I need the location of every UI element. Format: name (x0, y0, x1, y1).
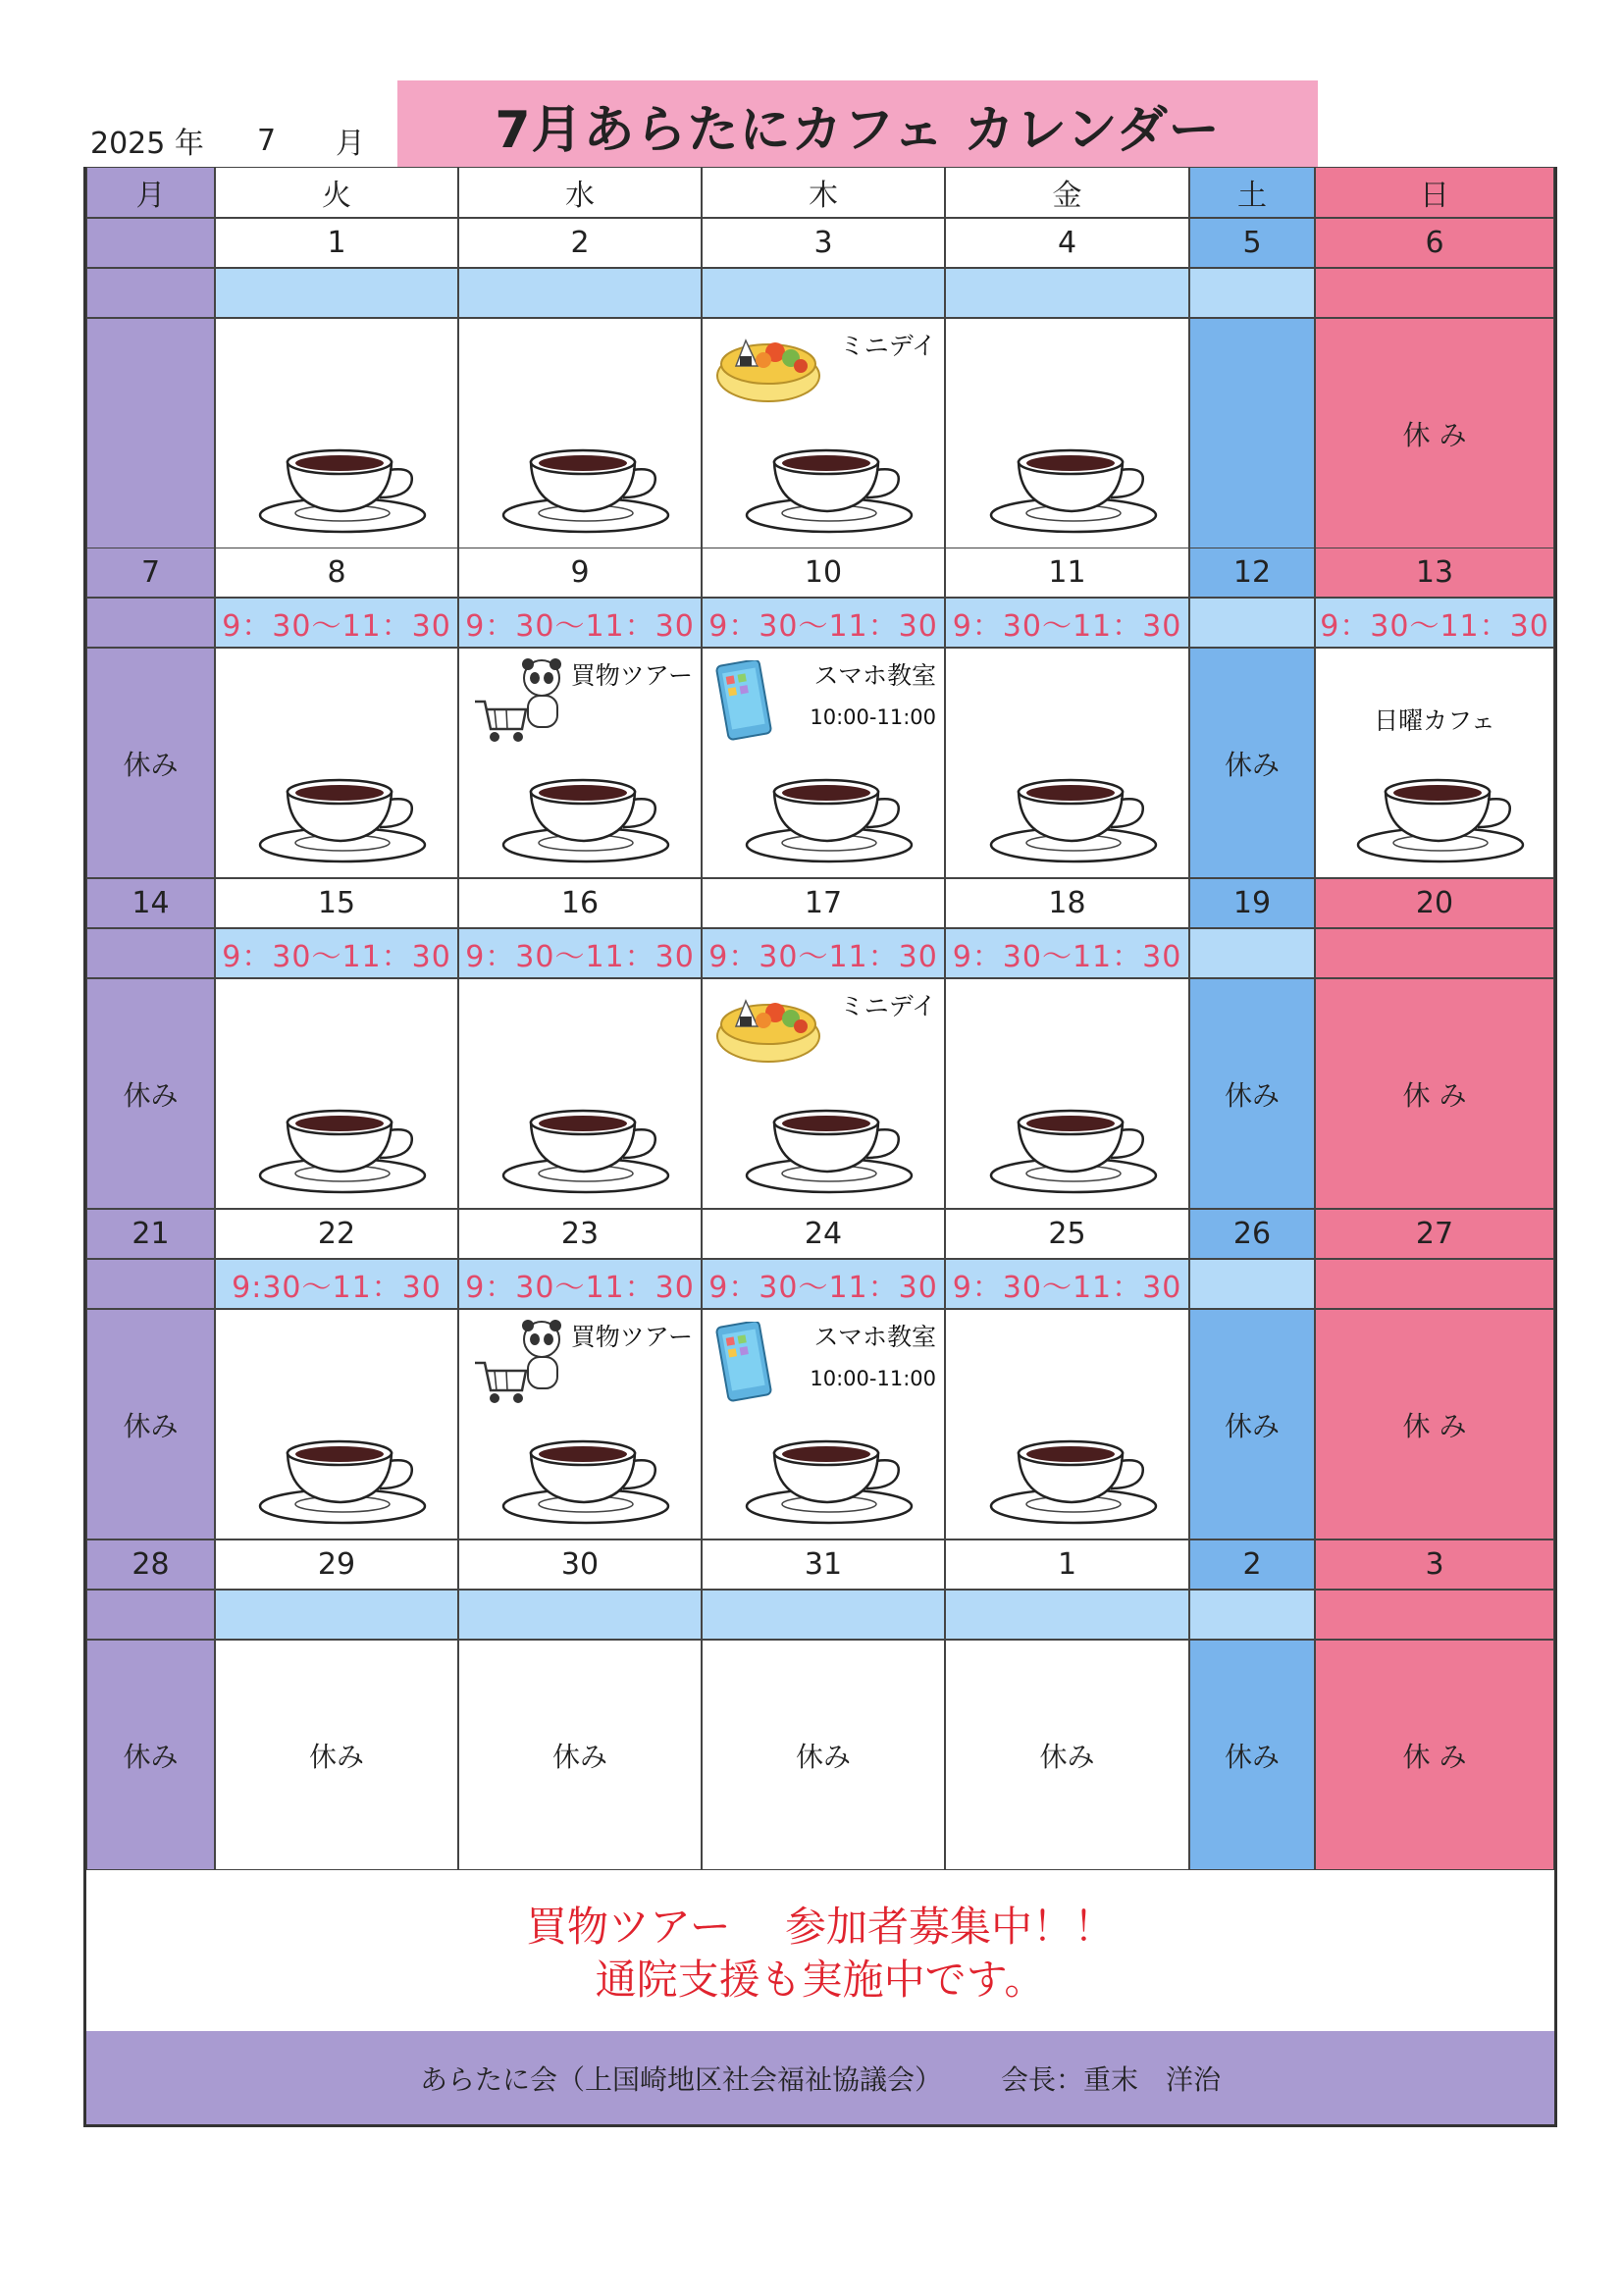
date-cell (945, 1209, 1189, 1259)
time-slot-cell (1189, 268, 1315, 318)
date-number: 31 (804, 1547, 843, 1582)
event-title: 日曜カフェ (1374, 706, 1495, 735)
closed-label: 休み (1224, 1740, 1280, 1773)
day-body-cell (945, 978, 1189, 1209)
opening-hours: 9：30～11：30 (708, 1270, 938, 1305)
date-cell (1189, 548, 1315, 598)
coffee-cup-icon (1352, 774, 1529, 871)
date-cell (1315, 878, 1554, 928)
date-number: 1 (1057, 1547, 1077, 1582)
date-cell (945, 878, 1189, 928)
coffee-cup-icon (254, 444, 431, 542)
weekday-header (1189, 167, 1315, 218)
time-slot-cell (1315, 1259, 1554, 1309)
date-cell (86, 1209, 215, 1259)
day-body-cell (702, 648, 945, 878)
day-body-cell (702, 318, 945, 548)
time-slot-cell (945, 1259, 1189, 1309)
day-body-cell (1189, 978, 1315, 1209)
day-body-cell (702, 978, 945, 1209)
date-cell (702, 218, 945, 268)
time-slot-cell (702, 928, 945, 978)
page-title: 7月あらたにカフェ カレンダー (495, 100, 1221, 160)
date-number: 21 (131, 1217, 170, 1251)
date-number: 13 (1415, 555, 1454, 590)
day-body-cell (215, 318, 458, 548)
event-title: ミニデイ (839, 332, 936, 360)
closed-label: 休み (123, 1078, 179, 1112)
closed-label: 休み (1224, 1409, 1280, 1442)
closed-label: 休み (123, 1740, 179, 1773)
date-number: 16 (560, 886, 600, 920)
date-cell (1315, 1209, 1554, 1259)
date-cell (702, 1209, 945, 1259)
date-cell (215, 1209, 458, 1259)
opening-hours: 9：30～11：30 (952, 608, 1182, 644)
date-cell (215, 878, 458, 928)
date-number: 7 (140, 555, 161, 590)
event-title: 買物ツアー (570, 1323, 693, 1351)
day-body-cell (1315, 1309, 1554, 1539)
day-body-cell (945, 648, 1189, 878)
date-cell (86, 218, 215, 268)
opening-hours: 9:30～11：30 (232, 1270, 442, 1305)
closed-label: 休 み (1402, 1078, 1467, 1112)
time-slot-cell (458, 1259, 702, 1309)
smartphone-icon (714, 1322, 775, 1406)
date-cell (702, 548, 945, 598)
date-cell (458, 878, 702, 928)
closed-label: 休み (795, 1740, 851, 1773)
date-number: 18 (1048, 886, 1086, 920)
date-cell (702, 1539, 945, 1590)
day-body-cell (458, 648, 702, 878)
bento-icon (714, 985, 822, 1070)
time-slot-cell (1189, 1590, 1315, 1640)
date-cell (1189, 1209, 1315, 1259)
closed-label: 休 み (1402, 1409, 1467, 1442)
time-slot-cell (86, 1590, 215, 1640)
date-number: 24 (804, 1217, 843, 1251)
time-slot-cell (458, 598, 702, 648)
day-body-cell (458, 318, 702, 548)
day-body-cell (458, 1309, 702, 1539)
time-slot-cell (86, 268, 215, 318)
shopping-cart-panda-icon (471, 654, 579, 752)
day-body-cell (86, 318, 215, 548)
date-number: 5 (1242, 226, 1262, 260)
date-cell (1315, 218, 1554, 268)
date-number: 20 (1415, 886, 1454, 920)
coffee-cup-icon (254, 774, 431, 871)
opening-hours: 9：30～11：30 (465, 1270, 695, 1305)
event-title: スマホ教室 (813, 1323, 936, 1351)
opening-hours: 9：30～11：30 (708, 608, 938, 644)
notice-line-1: 買物ツアー 参加者募集中！！ (525, 1903, 1116, 1951)
date-cell (945, 218, 1189, 268)
closed-label: 休み (123, 1409, 179, 1442)
date-number: 29 (317, 1547, 356, 1582)
year-label: 2025 年 (90, 127, 204, 161)
date-number: 27 (1415, 1217, 1454, 1251)
date-cell (1189, 1539, 1315, 1590)
coffee-cup-icon (254, 1435, 431, 1533)
day-body-cell (702, 1309, 945, 1539)
date-cell (1189, 218, 1315, 268)
date-number: 25 (1048, 1217, 1086, 1251)
weekday-header (458, 167, 702, 218)
date-number: 23 (560, 1217, 600, 1251)
coffee-cup-icon (741, 444, 917, 542)
day-body-cell (86, 1640, 215, 1870)
coffee-cup-icon (985, 1435, 1162, 1533)
closed-label: 休み (123, 748, 179, 781)
closed-label: 休み (551, 1740, 607, 1773)
opening-hours: 9：30～11：30 (465, 939, 695, 974)
time-slot-cell (1189, 928, 1315, 978)
day-body-cell (1315, 318, 1554, 548)
time-slot-cell (86, 598, 215, 648)
coffee-cup-icon (985, 444, 1162, 542)
day-body-cell (86, 978, 215, 1209)
day-body-cell (215, 648, 458, 878)
coffee-cup-icon (497, 1105, 674, 1202)
weekday-header (945, 167, 1189, 218)
date-cell (86, 548, 215, 598)
date-number: 10 (804, 555, 843, 590)
time-slot-cell (702, 1259, 945, 1309)
time-slot-cell (215, 1590, 458, 1640)
date-number: 12 (1232, 555, 1272, 590)
opening-hours: 9：30～11：30 (1320, 608, 1549, 644)
date-cell (945, 548, 1189, 598)
day-body-cell (86, 648, 215, 878)
coffee-cup-icon (741, 774, 917, 871)
day-body-cell (1189, 1309, 1315, 1539)
day-body-cell (945, 1640, 1189, 1870)
closed-label: 休み (1224, 748, 1280, 781)
year-month (90, 116, 385, 165)
time-slot-cell (1315, 598, 1554, 648)
weekday-label: 日 (1420, 179, 1449, 213)
coffee-cup-icon (254, 1105, 431, 1202)
coffee-cup-icon (985, 1105, 1162, 1202)
time-slot-cell (86, 1259, 215, 1309)
date-number: 14 (131, 886, 170, 920)
date-number: 30 (560, 1547, 600, 1582)
weekday-label: 水 (565, 179, 595, 213)
day-body-cell (1315, 1640, 1554, 1870)
date-cell (1315, 548, 1554, 598)
closed-label: 休 み (1402, 1740, 1467, 1773)
closed-label: 休み (1039, 1740, 1095, 1773)
date-cell (86, 878, 215, 928)
time-slot-cell (702, 1590, 945, 1640)
footer-chairperson: 会長：重末 洋治 (1001, 2062, 1222, 2096)
closed-label: 休み (1224, 1078, 1280, 1112)
day-body-cell (1189, 648, 1315, 878)
day-body-cell (458, 1640, 702, 1870)
opening-hours: 9：30～11：30 (952, 939, 1182, 974)
date-cell (458, 1209, 702, 1259)
event-time: 10:00-11:00 (810, 705, 936, 729)
date-number: 3 (813, 226, 833, 260)
event-title: スマホ教室 (813, 661, 936, 690)
day-body-cell (1315, 978, 1554, 1209)
weekday-label: 月 (135, 179, 166, 213)
closed-label: 休 み (1402, 418, 1467, 451)
date-number: 2 (1242, 1547, 1262, 1582)
day-body-cell (702, 1640, 945, 1870)
date-number: 3 (1425, 1547, 1444, 1582)
day-body-cell (86, 1309, 215, 1539)
time-slot-cell (458, 928, 702, 978)
day-body-cell (1315, 648, 1554, 878)
day-body-cell (945, 318, 1189, 548)
opening-hours: 9：30～11：30 (222, 939, 451, 974)
time-slot-cell (945, 1590, 1189, 1640)
time-slot-cell (215, 928, 458, 978)
event-title: 買物ツアー (570, 661, 693, 690)
date-cell (1189, 878, 1315, 928)
day-body-cell (215, 1640, 458, 1870)
coffee-cup-icon (497, 774, 674, 871)
day-body-cell (458, 978, 702, 1209)
notice-line-2: 通院支援も実施中です。 (595, 1956, 1046, 2004)
weekday-label: 木 (809, 179, 838, 213)
coffee-cup-icon (985, 774, 1162, 871)
time-slot-cell (945, 598, 1189, 648)
date-number: 15 (317, 886, 356, 920)
coffee-cup-icon (741, 1435, 917, 1533)
date-cell (215, 548, 458, 598)
date-number: 4 (1057, 226, 1077, 260)
day-body-cell (215, 1309, 458, 1539)
date-number: 6 (1425, 226, 1444, 260)
date-cell (458, 548, 702, 598)
time-slot-cell (215, 268, 458, 318)
day-body-cell (1189, 1640, 1315, 1870)
shopping-cart-panda-icon (471, 1316, 579, 1413)
time-slot-cell (215, 1259, 458, 1309)
event-title: ミニデイ (839, 992, 936, 1020)
time-slot-cell (702, 268, 945, 318)
day-body-cell (945, 1309, 1189, 1539)
opening-hours: 9：30～11：30 (952, 1270, 1182, 1305)
date-number: 28 (131, 1547, 170, 1582)
time-slot-cell (215, 598, 458, 648)
date-cell (702, 878, 945, 928)
time-slot-cell (1315, 268, 1554, 318)
month-unit: 月 (336, 127, 365, 161)
date-cell (215, 1539, 458, 1590)
date-cell (945, 1539, 1189, 1590)
date-cell (458, 1539, 702, 1590)
coffee-cup-icon (497, 1435, 674, 1533)
notice-box (86, 1876, 1554, 2031)
date-number: 8 (327, 555, 346, 590)
opening-hours: 9：30～11：30 (222, 608, 451, 644)
time-slot-cell (1189, 598, 1315, 648)
time-slot-cell (1315, 928, 1554, 978)
weekday-label: 土 (1237, 179, 1267, 213)
coffee-cup-icon (741, 1105, 917, 1202)
date-cell (458, 218, 702, 268)
weekday-label: 金 (1052, 179, 1082, 213)
closed-label: 休み (308, 1740, 364, 1773)
day-body-cell (1189, 318, 1315, 548)
opening-hours: 9：30～11：30 (465, 608, 695, 644)
weekday-header (215, 167, 458, 218)
date-number: 11 (1048, 555, 1086, 590)
date-number: 22 (317, 1217, 356, 1251)
smartphone-icon (714, 660, 775, 745)
time-slot-cell (702, 598, 945, 648)
calendar-title-banner (397, 80, 1318, 169)
weekday-header (1315, 167, 1554, 218)
date-number: 2 (570, 226, 590, 260)
date-cell (86, 1539, 215, 1590)
date-number: 26 (1232, 1217, 1272, 1251)
weekday-header (86, 167, 215, 218)
day-body-cell (215, 978, 458, 1209)
date-cell (1315, 1539, 1554, 1590)
date-number: 9 (570, 555, 590, 590)
weekday-header (702, 167, 945, 218)
month-number: 7 (257, 123, 277, 158)
weekday-label: 火 (322, 179, 351, 213)
event-time: 10:00-11:00 (810, 1367, 936, 1390)
date-number: 1 (327, 226, 346, 260)
time-slot-cell (458, 268, 702, 318)
opening-hours: 9：30～11：30 (708, 939, 938, 974)
date-number: 19 (1232, 886, 1272, 920)
time-slot-cell (86, 928, 215, 978)
time-slot-cell (1189, 1259, 1315, 1309)
footer-organization: あらたに会（上国崎地区社会福祉協議会） (419, 2062, 942, 2096)
date-number: 17 (804, 886, 843, 920)
footer-bar (86, 2031, 1554, 2124)
date-cell (215, 218, 458, 268)
time-slot-cell (458, 1590, 702, 1640)
coffee-cup-icon (497, 444, 674, 542)
time-slot-cell (945, 268, 1189, 318)
time-slot-cell (1315, 1590, 1554, 1640)
bento-icon (714, 325, 822, 409)
time-slot-cell (945, 928, 1189, 978)
